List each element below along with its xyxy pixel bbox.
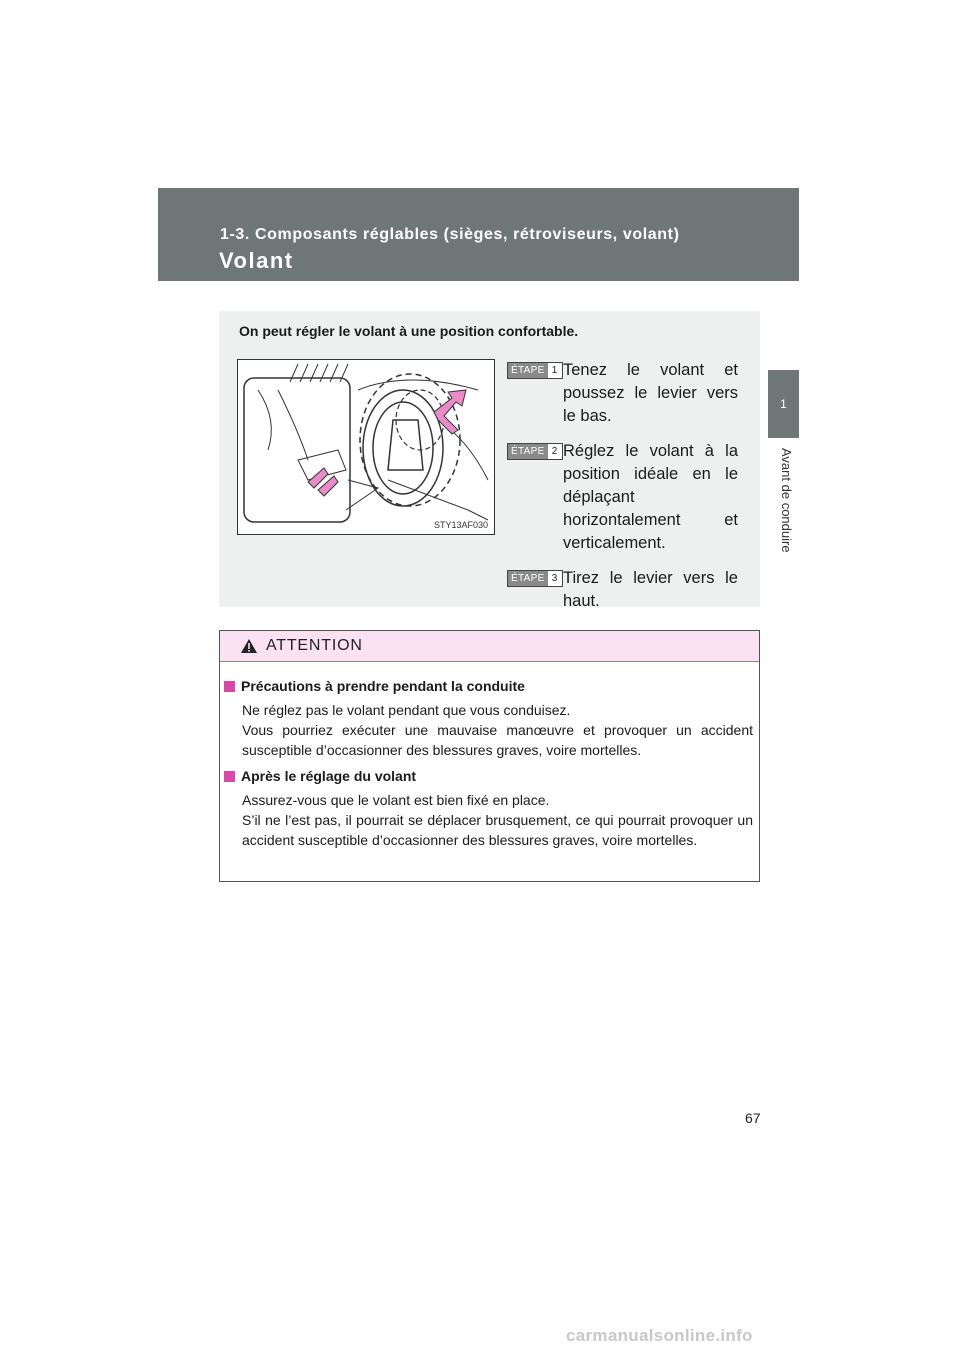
warning-header — [220, 631, 759, 662]
step-badge-label: ÉTAPE — [508, 571, 548, 586]
bullet-square-icon — [224, 681, 235, 692]
step-badge-label: ÉTAPE — [508, 444, 548, 459]
steering-illustration — [237, 359, 495, 535]
warning-text — [224, 700, 753, 760]
step-badge-label: ÉTAPE — [508, 363, 548, 378]
steering-wheel-drawing — [238, 360, 494, 534]
warning-triangle-icon — [240, 638, 258, 654]
page-title: Volant — [219, 248, 294, 273]
warning-title: ATTENTION — [266, 637, 363, 654]
steps-list — [507, 359, 738, 625]
step-text: Tenez le volant et poussez le levier vers le bas. — [563, 361, 738, 425]
warning-line: Vous pourriez exécuter une mauvaise manœuvre et provoquer un accident susceptible d’occasionner des blessures graves, voire mortelles. — [242, 722, 753, 758]
section-title: 1-3. Composants réglables (sièges, rétroviseurs, volant) — [220, 226, 680, 243]
step-item — [507, 440, 738, 555]
chapter-header — [158, 188, 799, 281]
illustration-code: STY13AF030 — [433, 520, 488, 530]
warning-line: Ne réglez pas le volant pendant que vous conduisez. — [242, 702, 571, 718]
watermark: carmanualsonline.info — [566, 1326, 753, 1345]
page-number: 67 — [745, 1110, 761, 1126]
warning-line: Assurez-vous que le volant est bien fixé en place. — [242, 792, 550, 808]
step-badge-number: 2 — [548, 444, 562, 459]
warning-heading-text: Après le réglage du volant — [241, 768, 417, 784]
warning-text — [224, 790, 753, 850]
intro-text: On peut régler le volant à une position confortable. — [239, 323, 579, 339]
step-badge — [507, 362, 563, 379]
chapter-tab[interactable] — [768, 370, 799, 438]
warning-heading — [224, 768, 753, 784]
warning-box — [219, 630, 760, 882]
step-badge-number: 3 — [548, 571, 562, 586]
warning-heading — [224, 678, 753, 694]
chapter-label: Avant de conduire — [779, 448, 794, 553]
warning-heading-text: Précautions à prendre pendant la conduite — [241, 678, 525, 694]
step-item — [507, 359, 738, 428]
step-text: Tirez le levier vers le haut. — [563, 569, 738, 610]
step-badge — [507, 443, 563, 460]
warning-line: S’il ne l’est pas, il pourrait se déplacer brusquement, ce qui pourrait provoquer un accident susceptible d’occasionner des blessures graves, voire mortelles. — [242, 812, 753, 848]
step-text: Réglez le volant à la position idéale en le déplaçant horizontalement et verticalement. — [563, 442, 738, 552]
step-badge-number: 1 — [548, 363, 562, 378]
bullet-square-icon — [224, 771, 235, 782]
chapter-number: 1 — [780, 397, 787, 411]
step-badge — [507, 570, 563, 587]
step-item — [507, 567, 738, 613]
warning-body — [220, 662, 759, 850]
adjustment-panel — [219, 311, 760, 610]
